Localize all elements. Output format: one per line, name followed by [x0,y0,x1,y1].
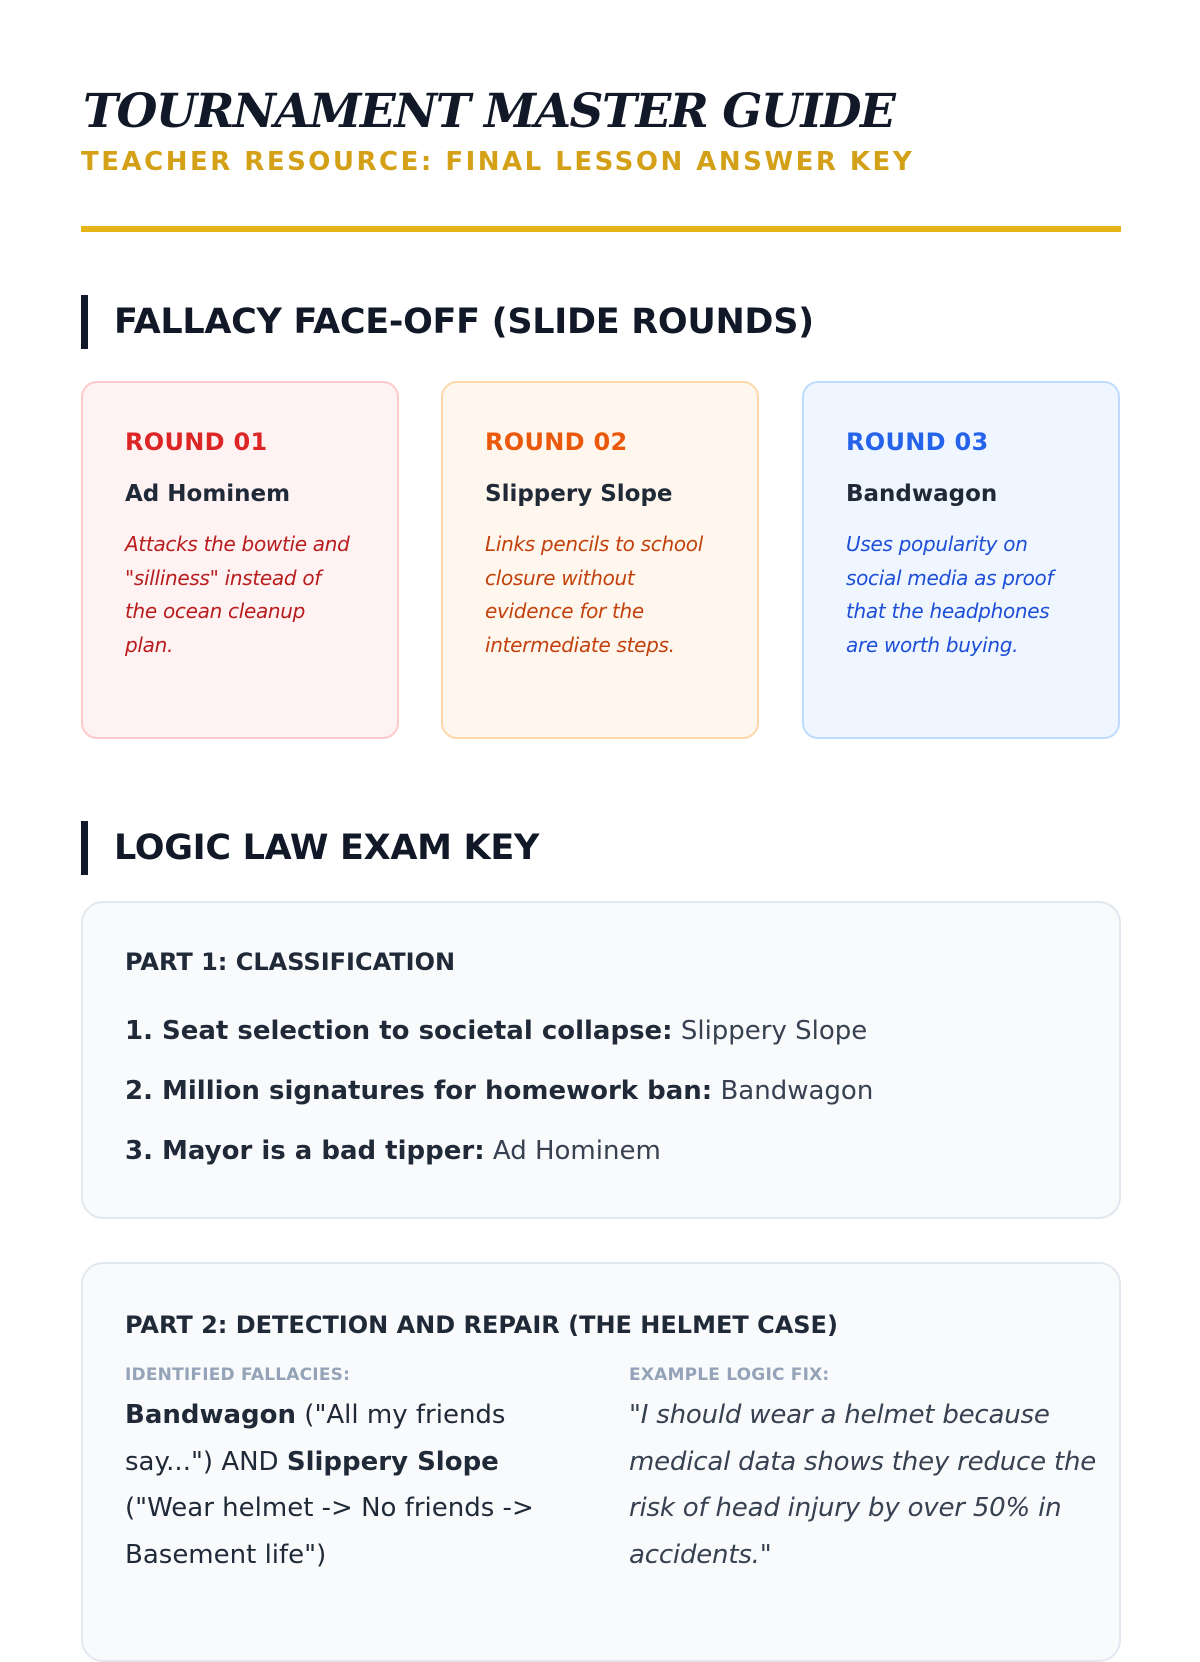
fallacy-description: Uses popularity on social media as proof that the headphones are worth buying. [846,532,1054,657]
part1-title: PART 1: CLASSIFICATION [125,948,456,976]
page-title: TOURNAMENT MASTER GUIDE [83,84,895,139]
logic-fix-column [629,1364,1099,1578]
rounds-grid [81,381,1121,739]
answer-text: Slippery Slope [680,1016,868,1046]
classification-list [125,1001,1079,1181]
part1-panel [81,901,1121,1219]
part2-title: PART 2: DETECTION AND REPAIR (THE HELMET CASE) [125,1311,838,1339]
round-label: ROUND 01 [125,428,268,456]
question-text: 2. Million signatures for homework ban: [125,1076,713,1106]
fallacy-name: Slippery Slope [485,481,673,507]
section-title: FALLACY FACE-OFF (SLIDE ROUNDS) [114,302,814,342]
round-card-02 [441,381,759,739]
fallacy-name: Bandwagon [846,481,998,507]
page-subtitle: TEACHER RESOURCE: FINAL LESSON ANSWER KEY [81,147,915,177]
question-text: 1. Seat selection to societal collapse: [125,1016,673,1046]
round-label: ROUND 02 [485,428,628,456]
section-header-exam-key [81,821,539,875]
answer-text: Bandwagon [720,1076,874,1106]
section-header-fallacy-faceoff [81,295,814,349]
part2-columns [125,1364,1097,1624]
round-label: ROUND 03 [846,428,989,456]
fallacy-description: Attacks the bowtie and "silliness" instead of the ocean cleanup plan. [125,532,350,657]
fallacy-bandwagon: Bandwagon [125,1400,297,1430]
quote-text: ("Wear helmet -> No friends -> Basement life") [125,1493,534,1570]
list-item [125,1061,1079,1121]
answer-text: Ad Hominem [492,1136,661,1166]
identified-fallacies-label: IDENTIFIED FALLACIES: [125,1365,351,1385]
round-card-03 [802,381,1120,739]
quote-text: ("All my friends say...") AND [125,1400,506,1477]
round-card-01 [81,381,399,739]
fallacy-name: Ad Hominem [125,481,291,507]
fallacy-slippery-slope: Slippery Slope [286,1446,499,1477]
section-title: LOGIC LAW EXAM KEY [114,828,540,868]
logic-fix-text: "I should wear a helmet because medical data shows they reduce the risk of head injury by over 50% in accidents." [629,1400,1097,1570]
logic-fix-label: EXAMPLE LOGIC FIX: [629,1365,830,1385]
fallacy-description: Links pencils to school closure without evidence for the intermediate steps. [485,532,703,657]
list-item [125,1001,1079,1061]
identified-fallacies-text [125,1392,565,1578]
identified-fallacies-column [125,1364,565,1578]
list-item [125,1121,1079,1181]
question-text: 3. Mayor is a bad tipper: [125,1136,485,1166]
part2-panel [81,1262,1121,1662]
header-divider [81,226,1121,232]
